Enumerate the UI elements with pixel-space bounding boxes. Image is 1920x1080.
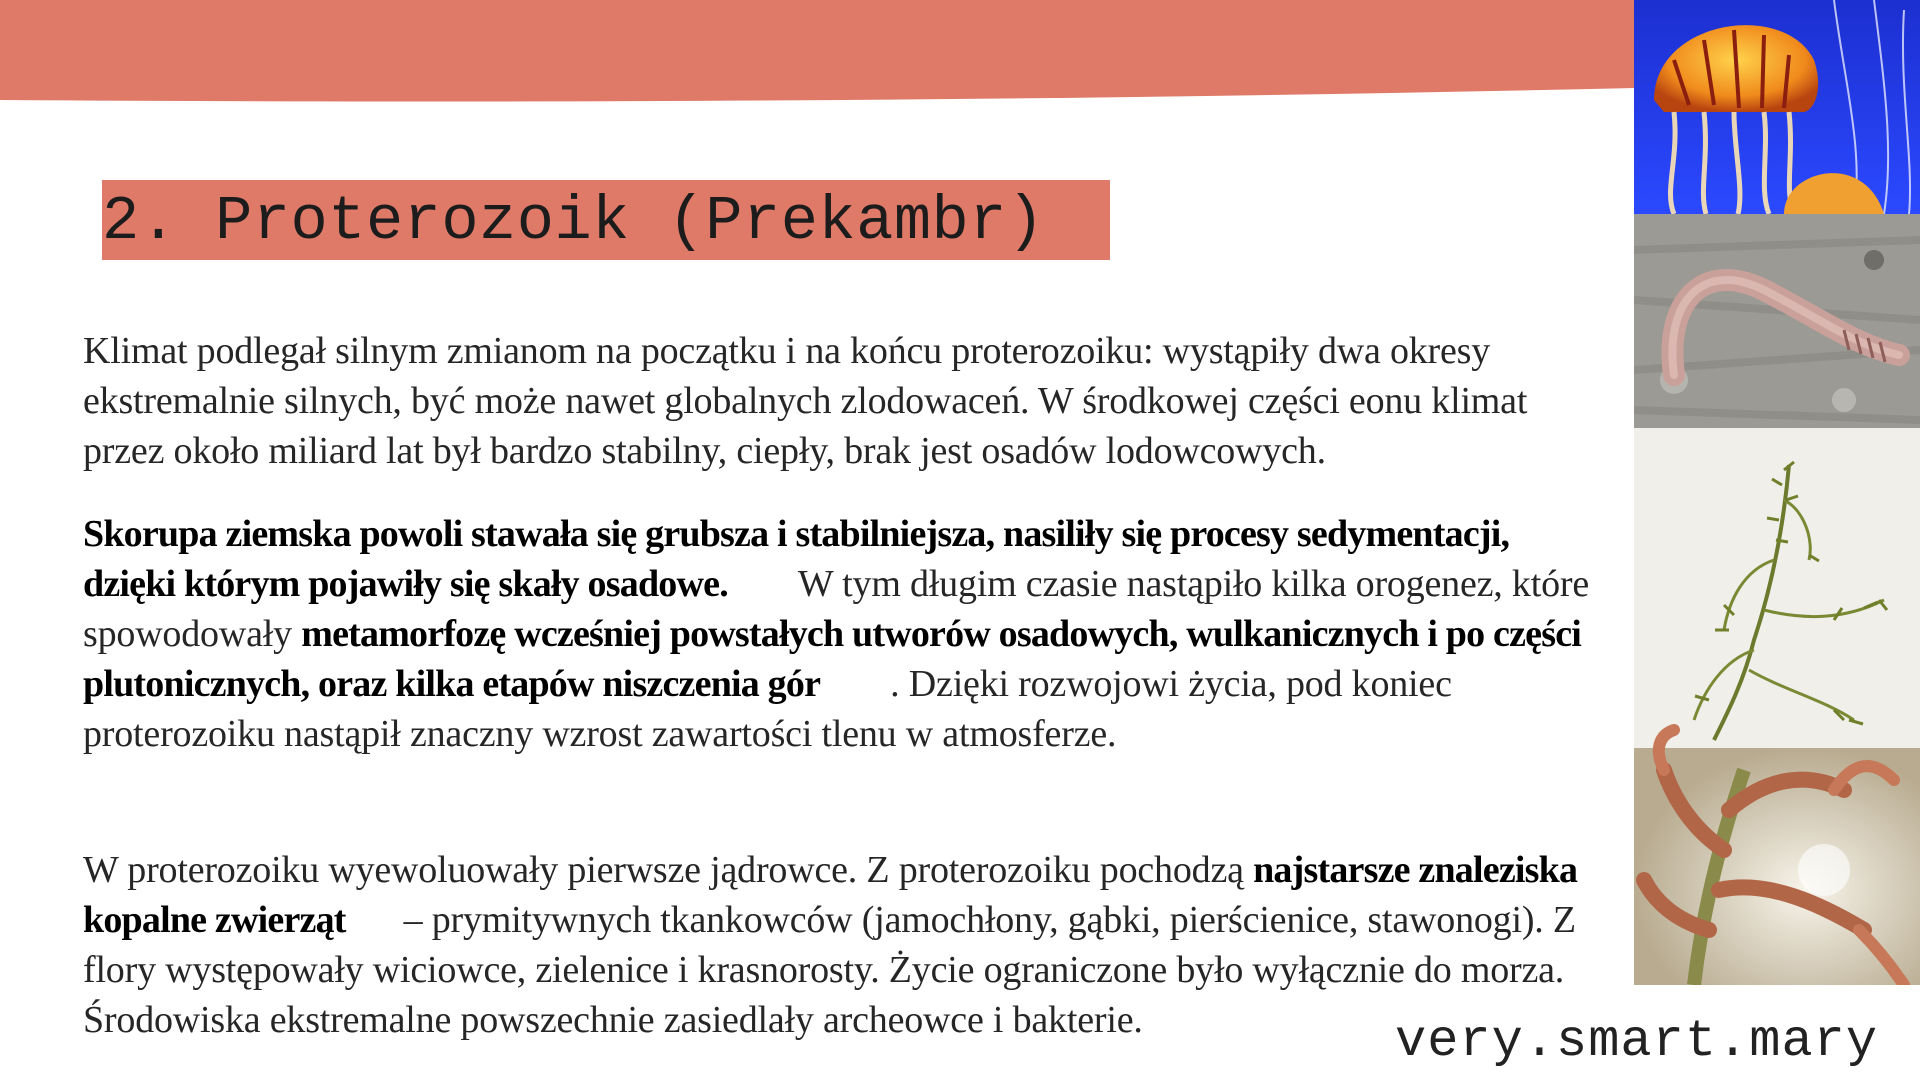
image-strip (1634, 0, 1920, 985)
top-accent-band (0, 0, 1635, 110)
jellyfish-photo (1634, 0, 1920, 214)
geology-period: . (890, 663, 900, 705)
worm-photo (1634, 214, 1920, 428)
paragraph-geology (83, 509, 1603, 759)
life-text-eukaryotes: W proterozoiku wyewoluowały pierwsze jądrowce. Z proterozoiku pochodzą (83, 849, 1244, 891)
life-text-organisms: – prymitywnych tkankowców (jamochłony, gąbki, pierścienice, stawonogi). Z flory występowały wiciowce, zielenice i krasnorosty. Życie ograniczone było wyłącznie do morza. Środowiska ekstremalne powszechnie zasiedlały archeowce i bakterie. (83, 899, 1576, 1041)
red-algae-photo (1634, 730, 1920, 985)
green-algae-illustration (1634, 428, 1920, 748)
geology-bold-crust: Skorupa ziemska powoli stawała się grubsza i stabilniejsza, nasiliły się procesy sedymentacji, dzięki którym pojawiły się skały osadowe. (83, 513, 1510, 605)
geology-text-oxygen: Dzięki rozwojowi życia, pod koniec proterozoiku nastąpił znaczny wzrost zawartości tlenu w atmosferze. (83, 663, 1452, 755)
life-bold-fossils: najstarsze znaleziska kopalne zwierząt (83, 849, 1578, 941)
paragraph-climate-text: Klimat podlegał silnym zmianom na początku i na końcu proterozoiku: wystąpiły dwa okresy ekstremalnie silnych, być może nawet globalnych zlodowaceń. W środkowej części eonu klimat przez około miliard lat był bardzo stabilny, ciepły, brak jest osadów lodowcowych. (83, 330, 1528, 472)
watermark: very.smart.mary (1395, 1012, 1879, 1071)
paragraph-life (83, 845, 1603, 1045)
geology-bold-metamorphism: metamorfozę wcześniej powstałych utworów osadowych, wulkanicznych i po części plutonicznych, oraz kilka etapów niszczenia gór (83, 613, 1582, 705)
paragraph-climate (83, 326, 1603, 476)
geology-text-orogeny: W tym długim czasie nastąpiło kilka orogenez, które spowodowały (83, 563, 1589, 655)
page-title: 2. Proterozoik (Prekambr) (102, 186, 1045, 257)
